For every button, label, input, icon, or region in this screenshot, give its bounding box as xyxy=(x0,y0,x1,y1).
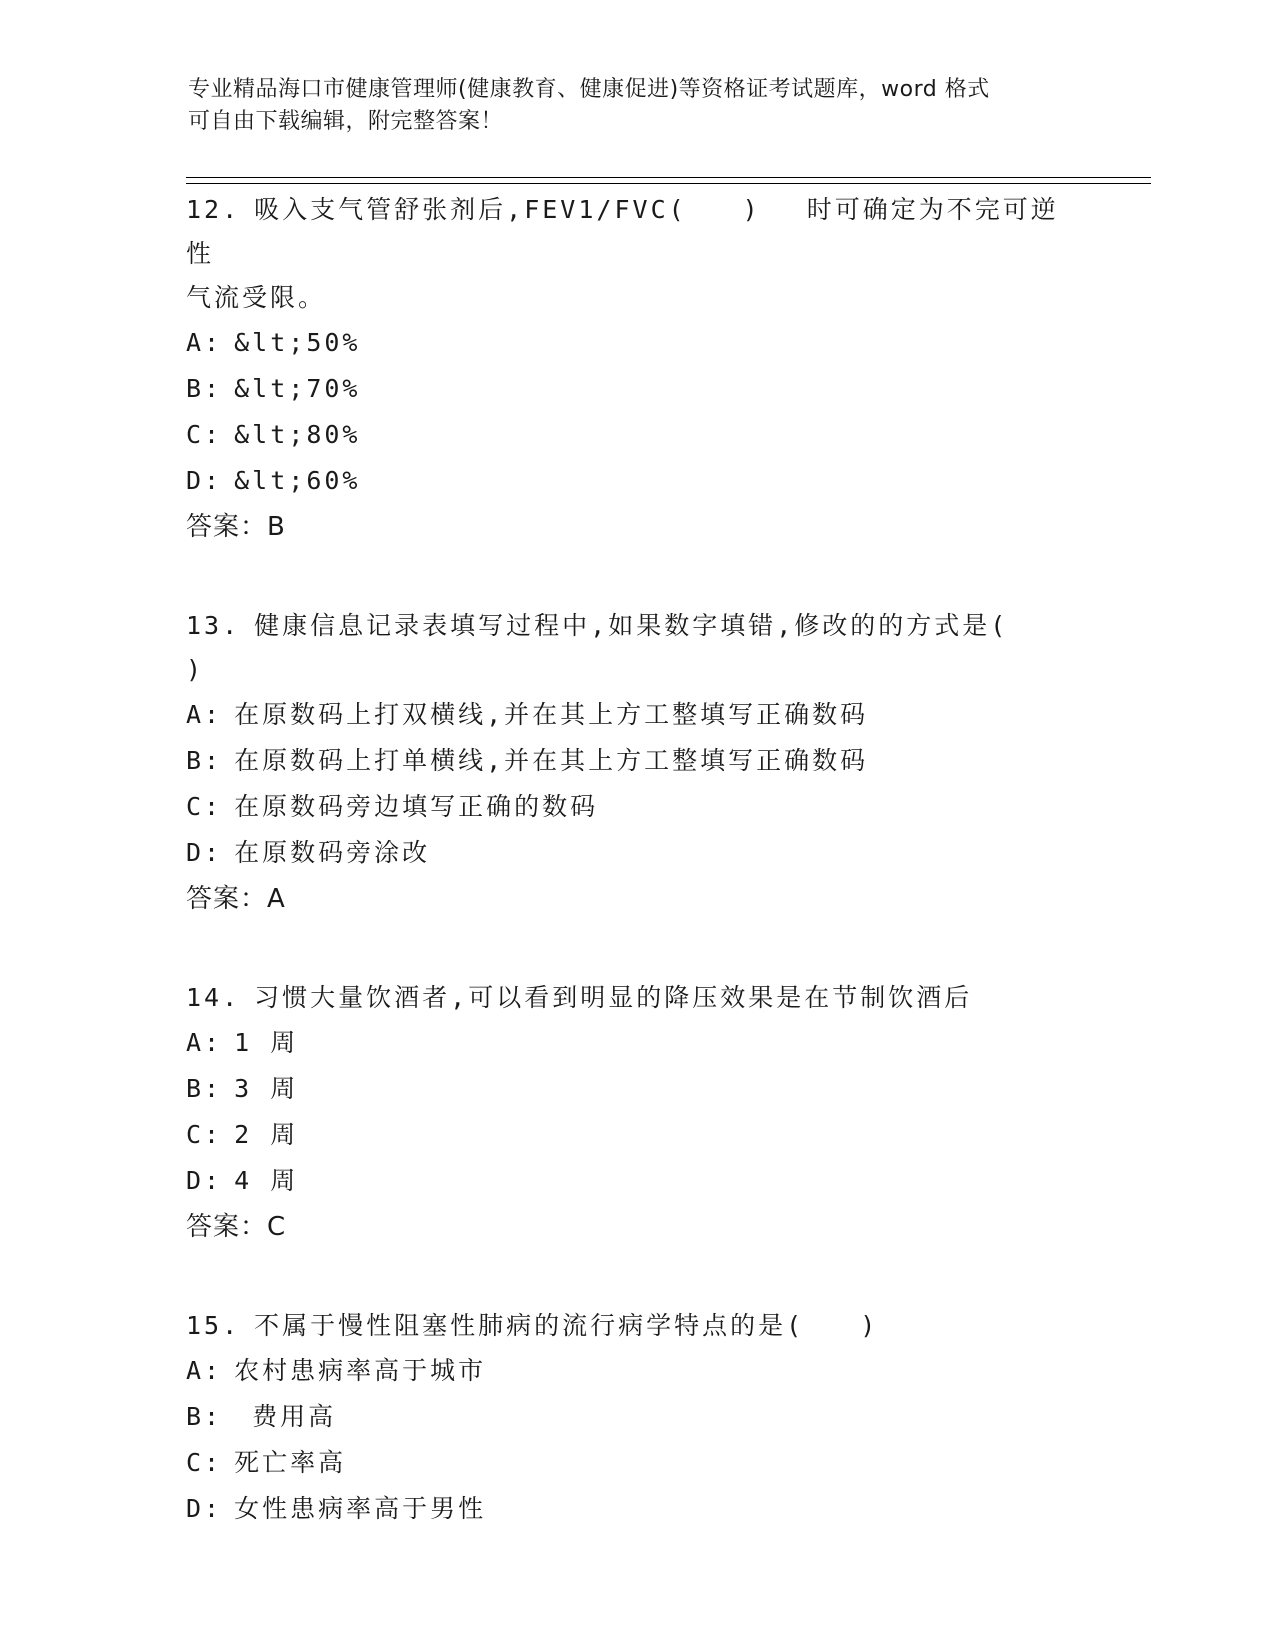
option-text: 农村患病率高于城市 xyxy=(234,1356,487,1385)
option-text: 在原数码旁涂改 xyxy=(234,838,431,867)
option-letter: B: xyxy=(186,1402,223,1431)
question-text: 习惯大量饮酒者,可以看到明显的降压效果是在节制饮酒后 xyxy=(254,983,973,1012)
option-text: &lt;50% xyxy=(234,328,361,357)
header-divider-bottom xyxy=(186,183,1151,184)
option-letter: A: xyxy=(186,700,223,729)
option-d xyxy=(186,1486,1086,1532)
option-text: &lt;80% xyxy=(234,420,361,449)
option-letter: B: xyxy=(186,374,223,403)
question-number: 13. xyxy=(186,611,241,640)
answer-label: 答案：A xyxy=(186,884,286,914)
option-a xyxy=(186,1020,1086,1066)
option-text: &lt;70% xyxy=(234,374,361,403)
question-list xyxy=(186,188,1086,1586)
option-text: 死亡率高 xyxy=(234,1448,347,1477)
option-text: 1 周 xyxy=(234,1028,299,1057)
option-b xyxy=(186,1066,1086,1112)
option-text: 4 周 xyxy=(234,1166,299,1195)
question-15 xyxy=(186,1304,1086,1532)
option-a xyxy=(186,1348,1086,1394)
option-text: 女性患病率高于男性 xyxy=(234,1494,487,1523)
option-letter: C: xyxy=(186,420,223,449)
option-letter: C: xyxy=(186,1448,223,1477)
header-divider-top xyxy=(186,177,1151,178)
header-line-2: 可自由下载编辑，附完整答案！ xyxy=(188,109,504,134)
option-d xyxy=(186,1158,1086,1204)
option-letter: C: xyxy=(186,1120,223,1149)
option-text: 费用高 xyxy=(234,1402,337,1431)
question-text-continuation: ) xyxy=(186,655,205,684)
option-letter: D: xyxy=(186,1166,223,1195)
option-letter: D: xyxy=(186,466,223,495)
option-c xyxy=(186,1112,1086,1158)
question-text-line xyxy=(186,1304,1086,1348)
option-b xyxy=(186,738,1086,784)
question-13 xyxy=(186,604,1086,922)
question-text-line xyxy=(186,604,1086,648)
option-letter: B: xyxy=(186,746,223,775)
question-number: 12. xyxy=(186,195,241,224)
question-12 xyxy=(186,188,1086,550)
answer-label: 答案：B xyxy=(186,512,286,542)
option-letter: D: xyxy=(186,1494,223,1523)
option-text: 在原数码旁边填写正确的数码 xyxy=(234,792,599,821)
option-a xyxy=(186,692,1086,738)
option-c xyxy=(186,412,1086,458)
option-letter: A: xyxy=(186,328,223,357)
option-letter: D: xyxy=(186,838,223,867)
option-letter: C: xyxy=(186,792,223,821)
option-a xyxy=(186,320,1086,366)
question-text-continuation: 气流受限。 xyxy=(186,283,327,312)
header-line-1: 专业精品海口市健康管理师(健康教育、健康促进)等资格证考试题库，word 格式 xyxy=(188,77,990,102)
option-text: 在原数码上打单横线,并在其上方工整填写正确数码 xyxy=(234,746,869,775)
document-header xyxy=(188,74,1088,138)
option-b xyxy=(186,1394,1086,1440)
question-text-line xyxy=(186,976,1086,1020)
option-letter: B: xyxy=(186,1074,223,1103)
option-text: &lt;60% xyxy=(234,466,361,495)
option-letter: A: xyxy=(186,1356,223,1385)
option-text: 2 周 xyxy=(234,1120,299,1149)
question-number: 15. xyxy=(186,1311,241,1340)
question-14 xyxy=(186,976,1086,1250)
question-text: 吸入支气管舒张剂后,FEV1/FVC( ) 时可确定为不完可逆性 xyxy=(186,195,1059,268)
option-letter: A: xyxy=(186,1028,223,1057)
question-text-line xyxy=(186,188,1086,276)
question-number: 14. xyxy=(186,983,241,1012)
answer-label: 答案：C xyxy=(186,1212,287,1242)
option-d xyxy=(186,830,1086,876)
option-text: 3 周 xyxy=(234,1074,299,1103)
option-c xyxy=(186,1440,1086,1486)
question-text: 不属于慢性阻塞性肺病的流行病学特点的是( ) xyxy=(254,1311,879,1340)
question-text: 健康信息记录表填写过程中,如果数字填错,修改的的方式是( xyxy=(254,611,1009,640)
option-b xyxy=(186,366,1086,412)
option-text: 在原数码上打双横线,并在其上方工整填写正确数码 xyxy=(234,700,869,729)
option-c xyxy=(186,784,1086,830)
option-d xyxy=(186,458,1086,504)
